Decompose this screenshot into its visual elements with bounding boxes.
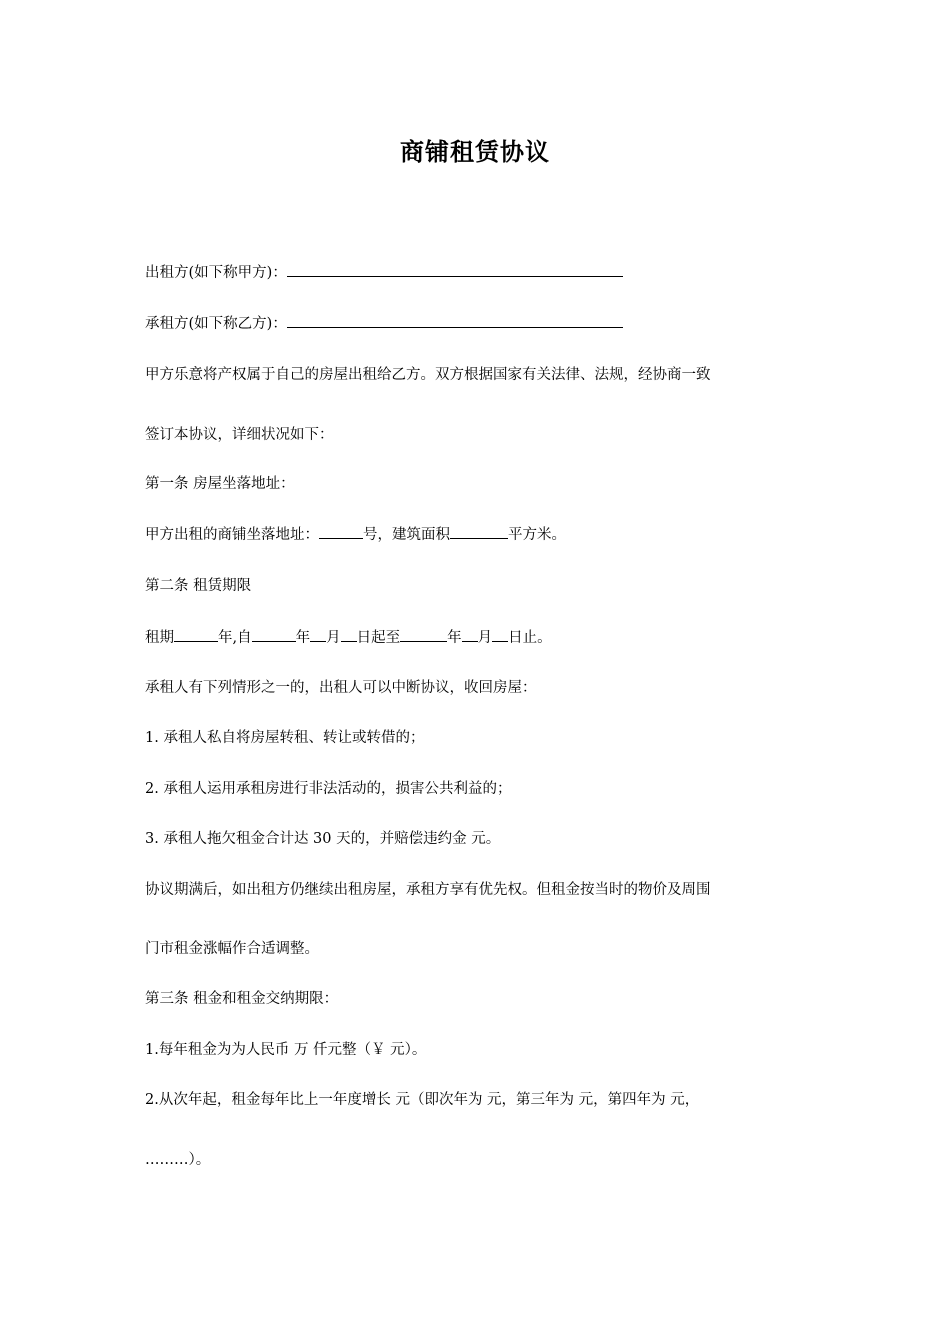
start-day-blank [341, 627, 357, 642]
address-mid: 号，建筑面积 [363, 527, 450, 543]
term-text: 月 [477, 630, 493, 646]
address-suffix: 平方米。 [508, 527, 566, 543]
term-text: 租期 [145, 630, 174, 646]
rent-line-3: ………）。 [145, 1152, 211, 1168]
lessor-label: 出租方(如下称甲方)： [145, 265, 287, 281]
end-day-blank [492, 627, 508, 642]
termination-item-3: 3. 承租人拖欠租金合计达 30 天的，并赔偿违约金 元。 [145, 831, 501, 847]
term-text: 年,自 [218, 630, 252, 646]
renewal-line-1: 协议期满后，如出租方仍继续出租房屋，承租方享有优先权。但租金按当时的物价及周围 [145, 882, 711, 898]
term-text: 日起至 [356, 630, 401, 646]
term-line [145, 627, 552, 648]
term-years-blank [174, 627, 218, 642]
end-year-blank [400, 627, 447, 642]
renewal-line-2: 门市租金涨幅作合适调整。 [145, 941, 319, 957]
page-title: 商铺租赁协议 [400, 137, 550, 166]
term-text: 年 [447, 630, 462, 646]
lessee-label: 承租方(如下称乙方)： [145, 316, 287, 332]
article3-heading: 第三条 租金和租金交纳期限： [145, 991, 339, 1007]
termination-item-2: 2. 承租人运用承租房进行非法活动的，损害公共利益的； [145, 781, 512, 797]
start-month-blank [310, 627, 326, 642]
end-month-blank [462, 627, 478, 642]
lessor-blank [287, 262, 623, 277]
address-line [145, 524, 566, 545]
term-text: 月 [326, 630, 341, 646]
lessee-blank [287, 313, 623, 328]
rent-line-2: 2.从次年起，租金每年比上一年度增长 元（即次年为 元，第三年为 元，第四年为 元， [145, 1092, 700, 1108]
start-year-blank [252, 627, 296, 642]
intro-line-1: 甲方乐意将产权属于自己的房屋出租给乙方。双方根据国家有关法律、法规，经协商一致 [145, 367, 711, 383]
address-prefix: 甲方出租的商铺坐落地址： [145, 527, 319, 543]
lessor-line [145, 262, 623, 283]
rent-line-1: 1.每年租金为为人民币 万 仟元整（￥ 元）。 [145, 1042, 427, 1058]
area-blank [450, 524, 508, 539]
termination-intro: 承租人有下列情形之一的，出租人可以中断协议，收回房屋： [145, 680, 537, 696]
lessee-line [145, 313, 623, 334]
article1-heading: 第一条 房屋坐落地址： [145, 476, 295, 492]
address-number-blank [319, 524, 363, 539]
term-text: 日止。 [508, 630, 552, 646]
intro-line-2: 签订本协议，详细状况如下： [145, 427, 334, 443]
article2-heading: 第二条 租赁期限 [145, 578, 252, 594]
termination-item-1: 1. 承租人私自将房屋转租、转让或转借的； [145, 730, 425, 746]
term-text: 年 [295, 630, 311, 646]
